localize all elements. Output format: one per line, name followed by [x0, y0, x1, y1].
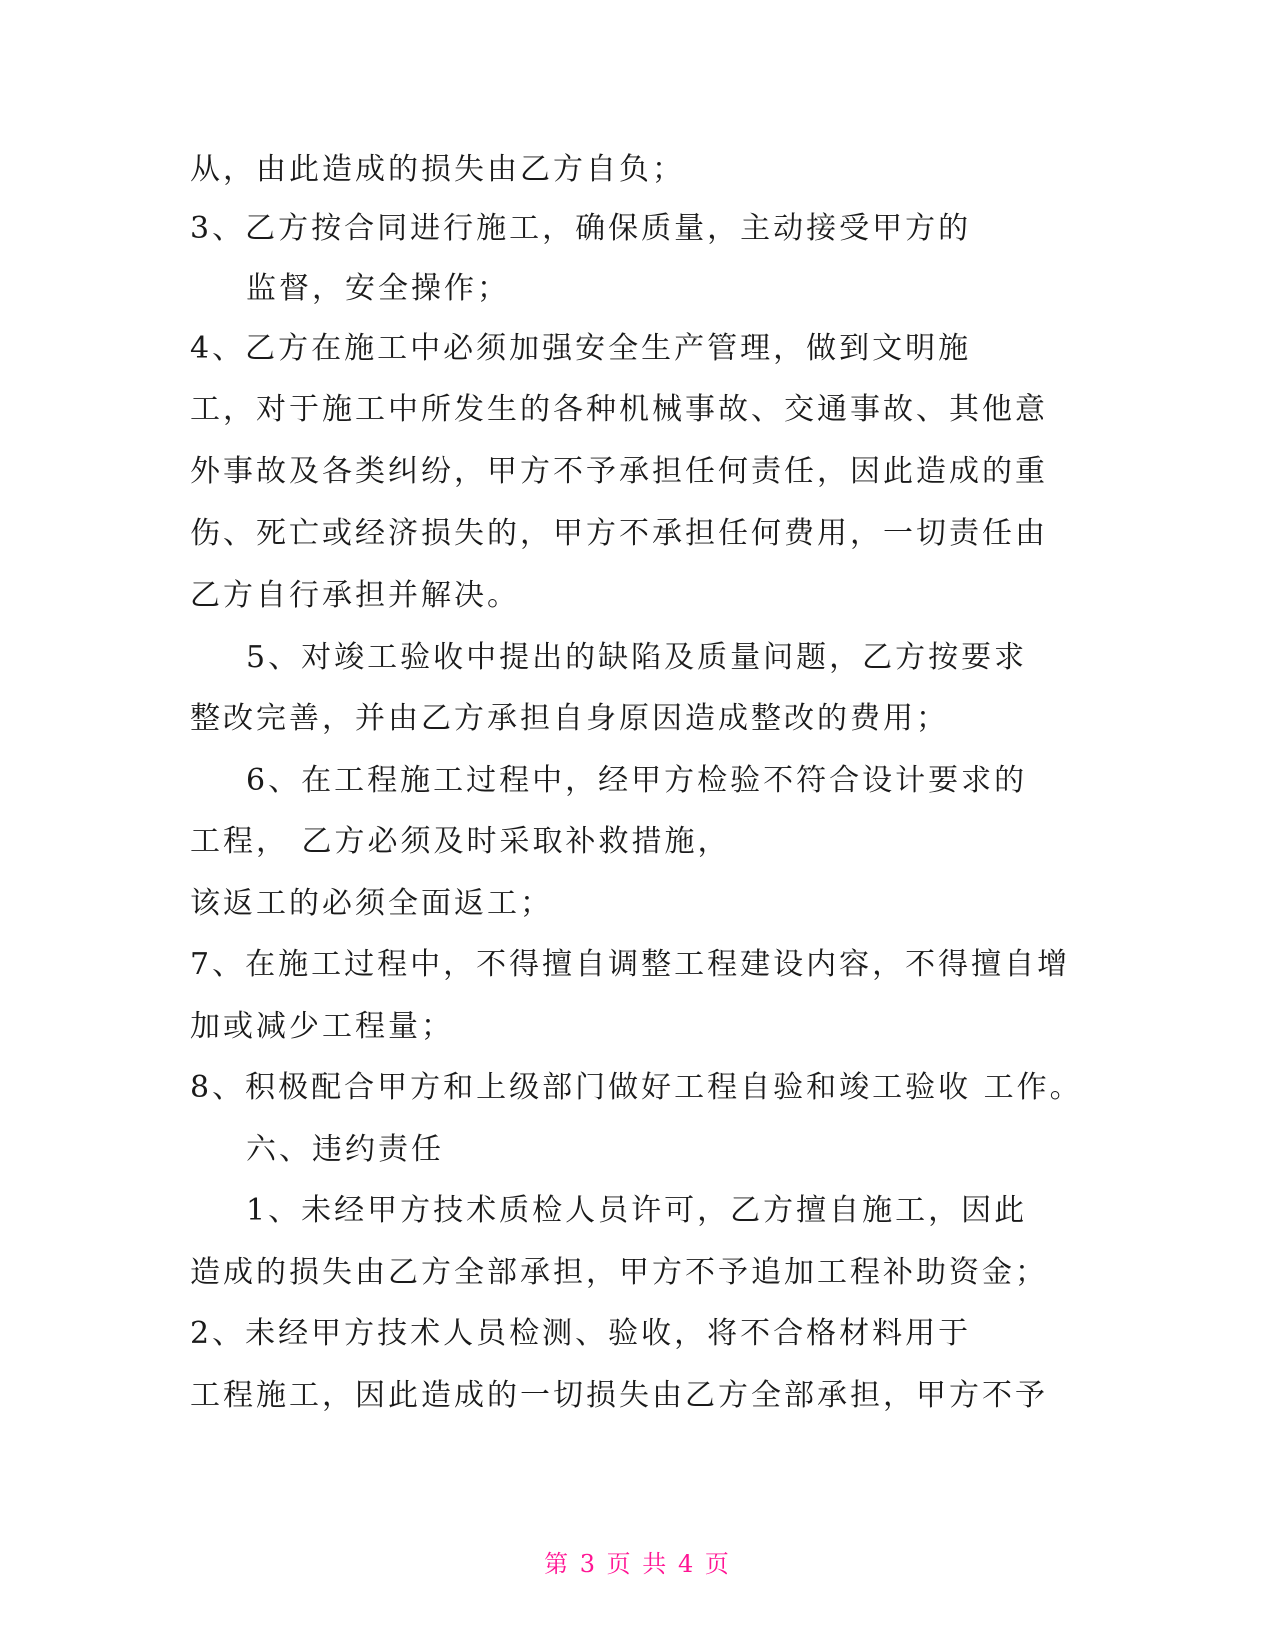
text-line: 该返工的必须全面返工；: [190, 886, 553, 921]
section-heading: 六、违约责任: [246, 1132, 444, 1167]
text-line: 外事故及各类纠纷，甲方不予承担任何责任，因此造成的重: [190, 454, 1048, 489]
text-line: 加或减少工程量；: [190, 1009, 454, 1044]
text-line: 4、乙方在施工中必须加强安全生产管理，做到文明施: [190, 331, 972, 366]
text-line: 7、在施工过程中，不得擅自调整工程建设内容，不得擅自增: [190, 947, 1071, 982]
text-line: 2、未经甲方技术人员检测、验收，将不合格材料用于: [190, 1316, 972, 1351]
text-line: 3、乙方按合同进行施工，确保质量，主动接受甲方的: [190, 211, 972, 246]
text-line: 8、积极配合甲方和上级部门做好工程自验和竣工验收 工作。: [190, 1070, 1083, 1105]
page-footer: [0, 1544, 1275, 1579]
text-line: 6、在工程施工过程中，经甲方检验不符合设计要求的: [246, 763, 1028, 798]
text-line: 从，由此造成的损失由乙方自负；: [190, 152, 685, 187]
text-line: 乙方自行承担并解决。: [190, 578, 520, 613]
text-line: 1、未经甲方技术质检人员许可，乙方擅自施工，因此: [246, 1193, 1028, 1228]
text-line: 伤、死亡或经济损失的，甲方不承担任何费用，一切责任由: [190, 516, 1048, 551]
text-line: 造成的损失由乙方全部承担，甲方不予追加工程补助资金；: [190, 1255, 1048, 1290]
page-number: 第 3 页 共 4 页: [544, 1550, 731, 1578]
text-line: 工程施工，因此造成的一切损失由乙方全部承担，甲方不予: [190, 1378, 1048, 1413]
text-line: 整改完善，并由乙方承担自身原因造成整改的费用；: [190, 701, 949, 736]
text-line: 监督，安全操作；: [246, 271, 510, 306]
text-line: 工，对于施工中所发生的各种机械事故、交通事故、其他意: [190, 392, 1048, 427]
text-line: 工程， 乙方必须及时采取补救措施，: [190, 824, 731, 859]
text-line: 5、对竣工验收中提出的缺陷及质量问题，乙方按要求: [246, 640, 1028, 675]
